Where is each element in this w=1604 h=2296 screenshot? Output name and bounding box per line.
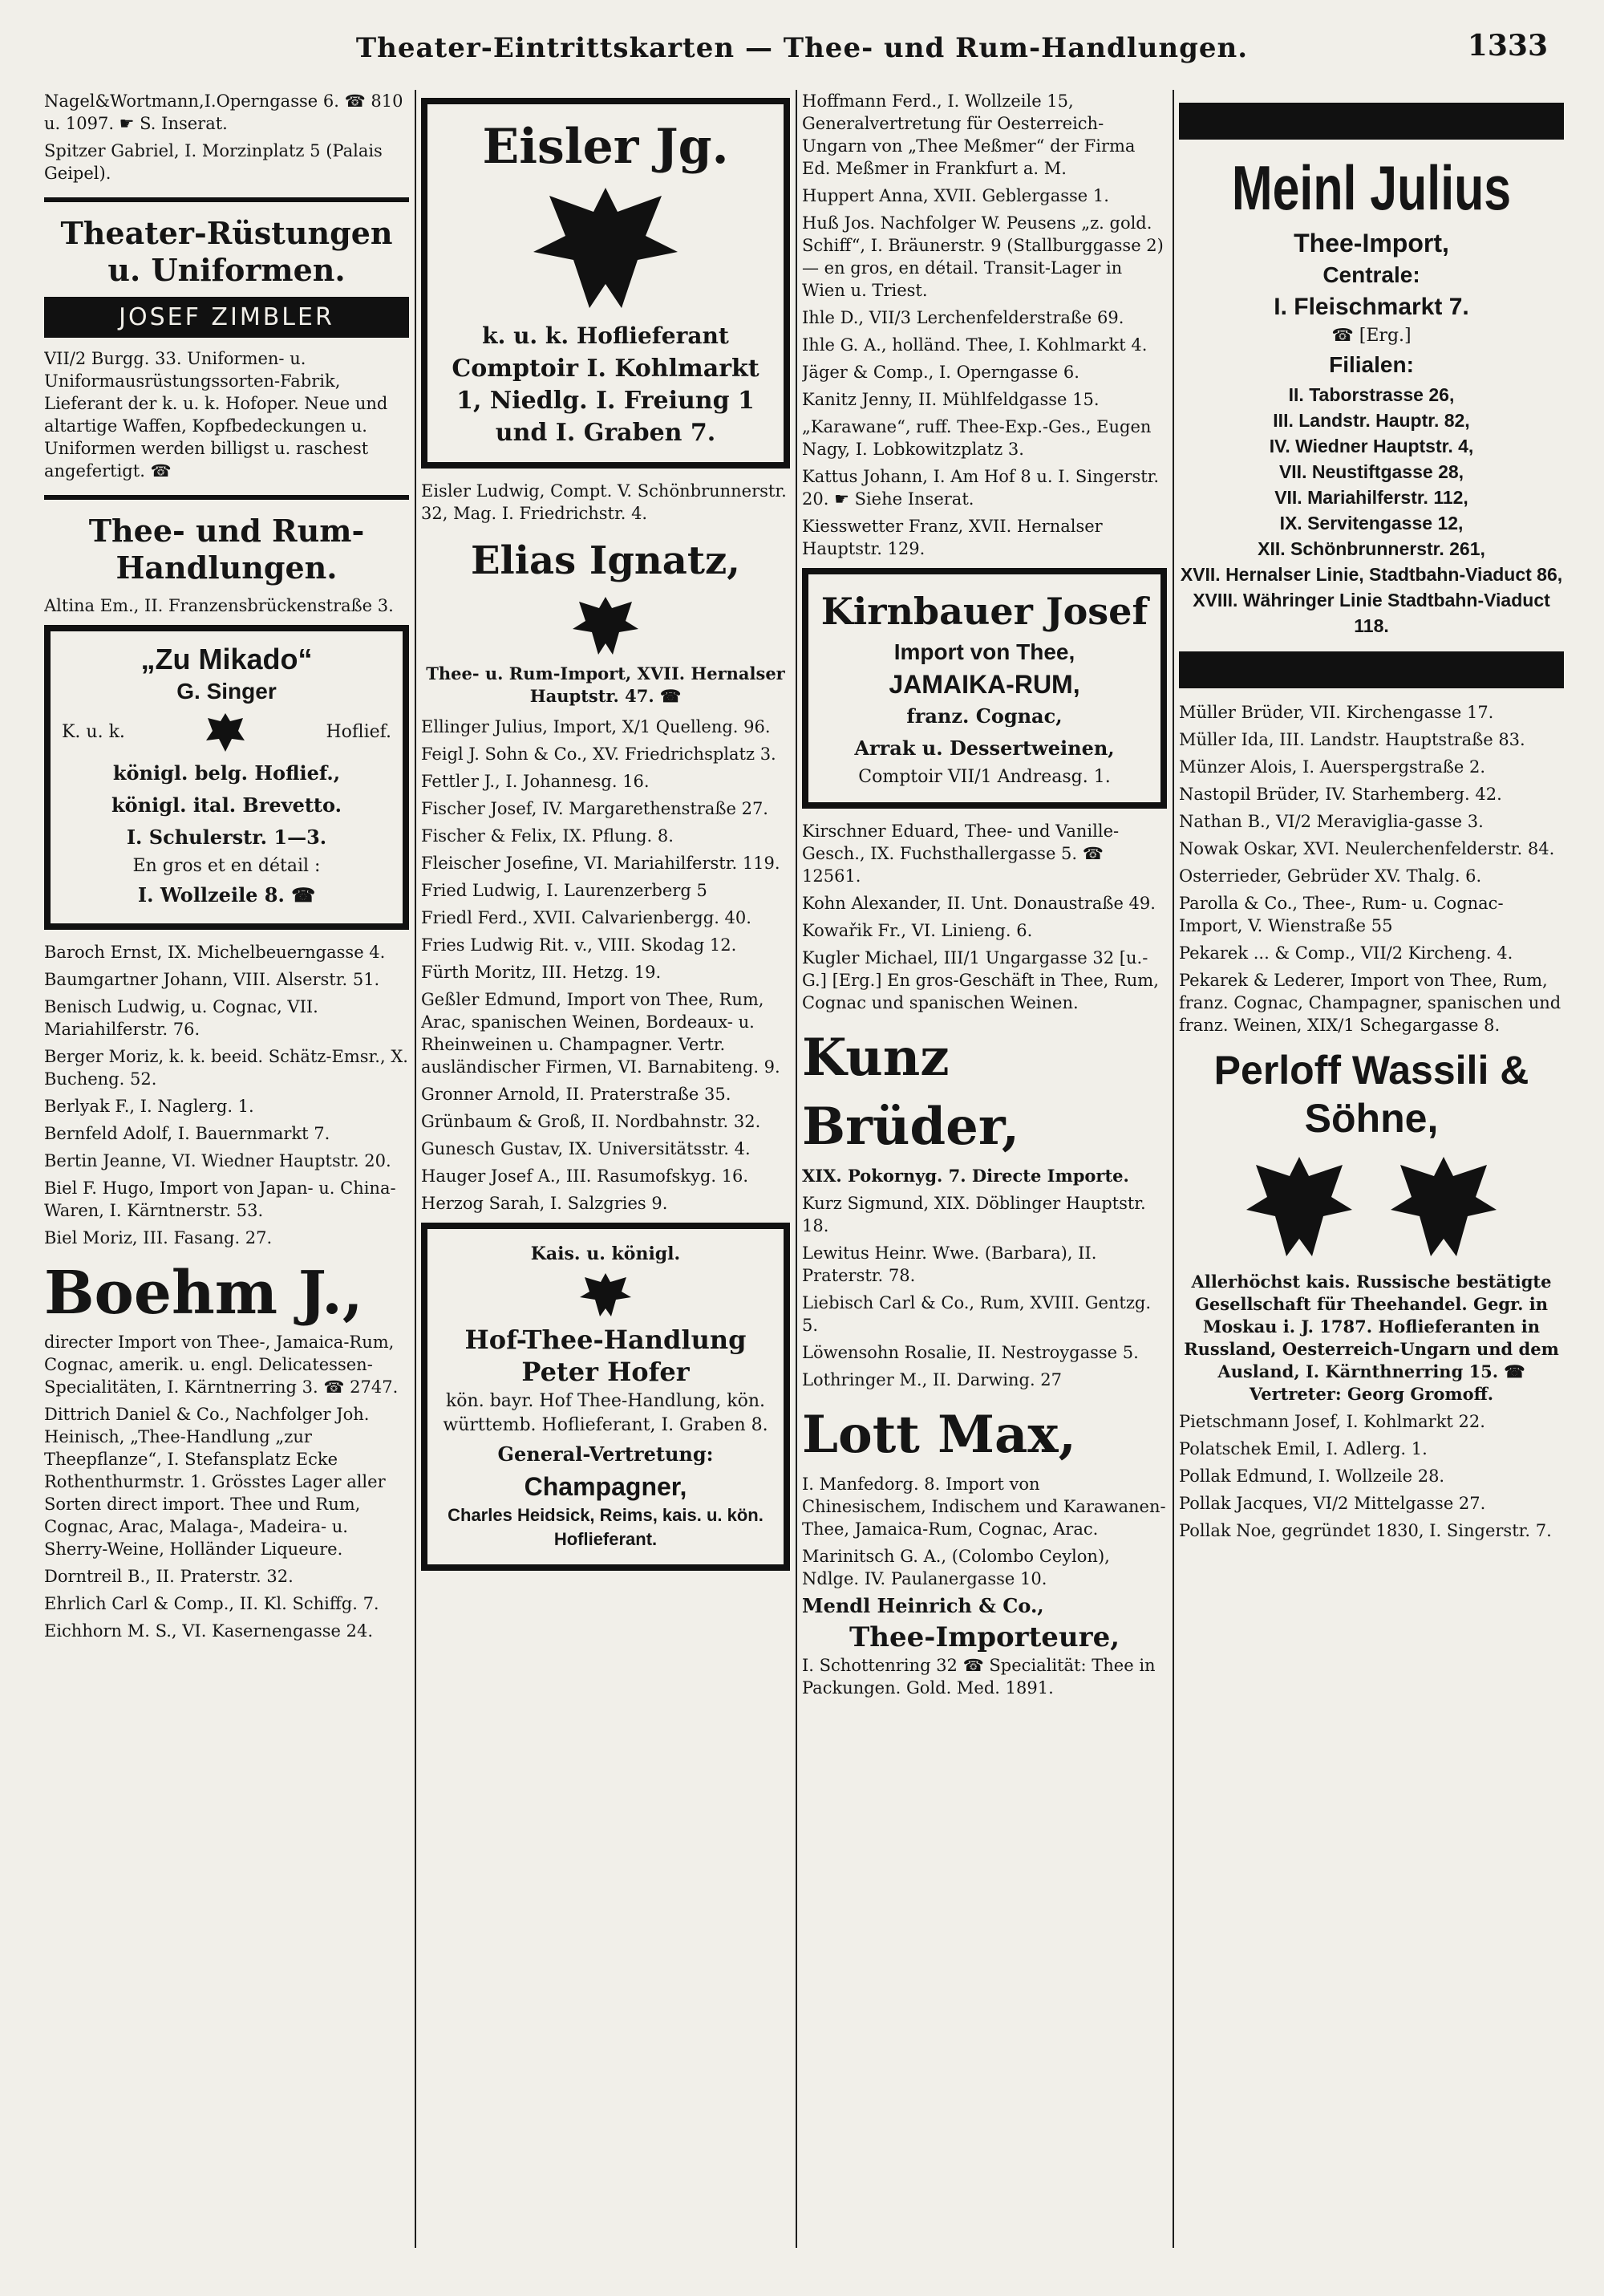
- section-divider: [44, 495, 409, 500]
- listing-entry: Lothringer M., II. Darwing. 27: [802, 1370, 1063, 1389]
- listing-entry: Biel Moriz, III. Fasang. 27.: [44, 1228, 273, 1247]
- double-eagle-icon: [577, 1271, 634, 1319]
- listing-entry: Baroch Ernst, IX. Michelbeuerngasse 4.: [44, 943, 386, 962]
- listing-entry: Ihle G. A., holländ. Thee, I. Kohlmarkt 4.: [802, 335, 1148, 355]
- listing-entry: Herzog Sarah, I. Salzgries 9.: [421, 1194, 668, 1213]
- listing-entry: Hauger Josef A., III. Rasumofskyg. 16.: [421, 1166, 749, 1186]
- listing-entry: Fürth Moritz, III. Hetzg. 19.: [421, 963, 662, 982]
- branch-item: VII. Mariahilferstr. 112,: [1274, 487, 1468, 508]
- mikado-kuk: K. u. k.: [62, 722, 125, 742]
- listing-entry: Pietschmann Josef, I. Kohlmarkt 22.: [1179, 1412, 1485, 1431]
- mikado-title: „Zu Mikado“: [140, 643, 313, 675]
- double-eagle-icon: [1387, 1150, 1500, 1263]
- lott-text: I. Manfedorg. 8. Import von Chinesischem, Indischem und Karawanen-Thee, Jamaica-Rum, Cognac, Arac.: [802, 1475, 1166, 1539]
- listing-entry: Altina Em., II. Franzensbrückenstraße 3.: [44, 596, 394, 615]
- listing-entry: Eichhorn M. S., VI. Kasernengasse 24.: [44, 1621, 374, 1641]
- listing-entry: Liebisch Carl & Co., Rum, XVIII. Gentzg. 5.: [802, 1293, 1152, 1335]
- double-eagle-icon: [201, 708, 249, 757]
- listing-entry: Lewitus Heinr. Wwe. (Barbara), II. Praterstr. 78.: [802, 1243, 1097, 1285]
- meinl-line: I. Fleischmarkt 7.: [1274, 294, 1469, 320]
- kirnbauer-title: Kirnbauer Josef: [820, 590, 1148, 633]
- listing-entry: Kanitz Jenny, II. Mühlfeldgasse 15.: [802, 390, 1100, 409]
- listing-entry: Gunesch Gustav, IX. Universitätsstr. 4.: [421, 1139, 751, 1158]
- kirnbauer-line: JAMAIKA-RUM,: [889, 670, 1080, 699]
- listing-entry: Münzer Alois, I. Auerspergstraße 2.: [1179, 757, 1485, 777]
- listing-entry: Friedl Ferd., XVII. Calvarienbergg. 40.: [421, 908, 751, 927]
- mikado-advertisement: [44, 625, 409, 930]
- double-eagle-icon: [1243, 1150, 1355, 1263]
- listing-entry: Grünbaum & Groß, II. Nordbahnstr. 32.: [421, 1112, 761, 1131]
- branch-item: XVII. Hernalser Linie, Stadtbahn-Viaduct 86,: [1180, 564, 1563, 585]
- page-number: 1333: [1467, 29, 1548, 63]
- section-heading: Theater-Rüstungen u. Uniformen.: [60, 215, 393, 288]
- listing-entry: Bertin Jeanne, VI. Wiedner Hauptstr. 20.: [44, 1151, 391, 1170]
- branch-item: XVIII. Währinger Linie Stadtbahn-Viaduct 118.: [1193, 590, 1550, 636]
- listing-entry: Pekarek ... & Comp., VII/2 Kircheng. 4.: [1179, 943, 1513, 963]
- meinl-line: Filialen:: [1329, 352, 1414, 377]
- perloff-crests: [1179, 1150, 1564, 1263]
- listing-entry: Berger Moriz, k. k. beeid. Schätz-Emsr., X. Bucheng. 52.: [44, 1047, 408, 1089]
- listing-entry: Müller Brüder, VII. Kirchengasse 17.: [1179, 703, 1494, 722]
- mendl-title: Mendl Heinrich & Co.,: [802, 1594, 1044, 1617]
- listing-entry: „Karawane“, ruff. Thee-Exp.-Ges., Eugen Nagy, I. Lobkowitzplatz 3.: [802, 417, 1152, 459]
- elias-title: Elias Ignatz,: [470, 538, 741, 583]
- column-4: [1179, 90, 1564, 2248]
- mikado-line: I. Wollzeile 8. ☎: [137, 883, 316, 907]
- meinl-line: ☎ [Erg.]: [1331, 326, 1412, 346]
- branch-item: IX. Servitengasse 12,: [1279, 513, 1464, 533]
- branch-item: IV. Wiedner Hauptstr. 4,: [1269, 436, 1474, 456]
- listing-entry: Feigl J. Sohn & Co., XV. Friedrichsplatz 3.: [421, 744, 776, 764]
- listing-entry: Huppert Anna, XVII. Geblergasse 1.: [802, 186, 1109, 205]
- kirnbauer-line: Comptoir VII/1 Andreasg. 1.: [858, 767, 1111, 787]
- listing-entry: Fries Ludwig Rit. v., VIII. Skodag 12.: [421, 935, 737, 955]
- listing-entry: Dittrich Daniel & Co., Nachfolger Joh. Heinisch, „Thee-Handlung „zur Theepflanze“, I. Stefansplatz Ecke Rothenthurmstr. 1. Grösstes Lager aller Sorten direct import. Thee und Rum, Cognac, Arac, Malaga-, Madeira- u. Sherry-Weine, Holländer Liqueure.: [44, 1405, 386, 1559]
- double-eagle-icon: [569, 594, 642, 658]
- hofer-line: Champagner,: [524, 1472, 687, 1501]
- mikado-crest-row: [62, 708, 391, 757]
- kirnbauer-line: Arrak u. Dessertweinen,: [854, 736, 1115, 760]
- listing-entry: Osterrieder, Gebrüder XV. Thalg. 6.: [1179, 866, 1482, 886]
- running-title: Theater-Eintrittskarten — Thee- und Rum-Handlungen.: [355, 32, 1249, 64]
- listing-entry: Biel F. Hugo, Import von Japan- u. China-Waren, I. Kärntnerstr. 53.: [44, 1178, 396, 1220]
- boehm-title: Boehm J.,: [44, 1259, 363, 1328]
- listing-entry: Fleischer Josefine, VI. Mariahilferstr. 119.: [421, 854, 780, 873]
- meinl-title: Meinl Julius: [1231, 152, 1512, 223]
- listing-entry: Ellinger Julius, Import, X/1 Quelleng. 96.: [421, 717, 771, 736]
- hofer-line: General-Vertretung:: [497, 1442, 714, 1466]
- mikado-line: königl. ital. Brevetto.: [111, 793, 342, 817]
- column-2: [421, 90, 790, 2248]
- zimbler-banner: JOSEF ZIMBLER: [44, 297, 409, 338]
- mikado-line: En gros et en détail :: [132, 856, 321, 876]
- mendl-subtitle: Thee-Importeure,: [849, 1621, 1120, 1653]
- listing-entry: Benisch Ludwig, u. Cognac, VII. Mariahilferstr. 76.: [44, 997, 318, 1039]
- column-3: [802, 90, 1167, 2248]
- listing-entry: Pollak Edmund, I. Wollzeile 28.: [1179, 1466, 1445, 1486]
- listing-entry: Kowařik Fr., VI. Linieng. 6.: [802, 921, 1033, 940]
- mendl-text: I. Schottenring 32 ☎ Specialität: Thee in Packungen. Gold. Med. 1891.: [802, 1656, 1156, 1698]
- listing-entry: Nastopil Brüder, IV. Starhemberg. 42.: [1179, 785, 1502, 804]
- listing-entry: Fettler J., I. Johannesg. 16.: [421, 772, 650, 791]
- lott-title: Lott Max,: [802, 1405, 1076, 1465]
- listing-entry: Bernfeld Adolf, I. Bauernmarkt 7.: [44, 1124, 330, 1143]
- eisler-line: Comptoir I. Kohlmarkt 1, Niedlg. I. Freiung 1 und I. Graben 7.: [452, 355, 759, 447]
- listing-entry: Nagel&Wortmann,I.Operngasse 6. ☎ 810 u. 1097. ☛ S. Inserat.: [44, 91, 403, 133]
- column-rule: [1173, 90, 1174, 2248]
- boehm-text: directer Import von Thee-, Jamaica-Rum, Cognac, amerik. u. engl. Delicatessen-Specialitäten, I. Kärntnerring 3. ☎ 2747.: [44, 1333, 399, 1397]
- eisler-line: k. u. k. Hoflieferant: [482, 322, 729, 349]
- hofer-line: Charles Heidsick, Reims, kais. u. kön. Hoflieferant.: [448, 1505, 764, 1549]
- branch-item: II. Taborstrasse 26,: [1288, 384, 1455, 405]
- listing-entry: Geßler Edmund, Import von Thee, Rum, Arac, spanischen Weinen, Bordeaux- u. Rheinweinen u. Champagner. Vertr. ausländischer Firmen, VI. Barnabiteng. 9.: [421, 990, 780, 1077]
- elias-line: Thee- u. Rum-Import, XVII. Hernalser Hauptstr. 47. ☎: [426, 663, 785, 706]
- listing-entry: Marinitsch G. A., (Colombo Ceylon), Ndlge. IV. Paulanergasse 10.: [802, 1547, 1110, 1588]
- listing-entry: Spitzer Gabriel, I. Morzinplatz 5 (Palais Geipel).: [44, 141, 383, 183]
- listing-entry: Eisler Ludwig, Compt. V. Schönbrunnerstr. 32, Mag. I. Friedrichstr. 4.: [421, 481, 787, 523]
- listing-entry: Pollak Noe, gegründet 1830, I. Singerstr. 7.: [1179, 1521, 1552, 1540]
- mikado-owner: G. Singer: [176, 679, 277, 704]
- mikado-line: I. Schulerstr. 1—3.: [126, 826, 327, 849]
- listing-entry: Baumgartner Johann, VIII. Alserstr. 51.: [44, 970, 380, 989]
- listing-entry: Gronner Arnold, II. Praterstraße 35.: [421, 1085, 731, 1104]
- listing-entry: Kiesswetter Franz, XVII. Hernalser Hauptstr. 129.: [802, 517, 1103, 558]
- kirnbauer-line: franz. Cognac,: [906, 704, 1063, 728]
- listing-entry: Fried Ludwig, I. Laurenzerberg 5: [421, 881, 707, 900]
- listing-entry: Fischer & Felix, IX. Pflung. 8.: [421, 826, 674, 846]
- listing-entry: Pekarek & Lederer, Import von Thee, Rum, franz. Cognac, Champagner, spanischen und franz. Weinen, XIX/1 Schegargasse 8.: [1179, 971, 1561, 1035]
- listing-entry: Nowak Oskar, XVI. Neulerchenfelderstr. 84.: [1179, 839, 1555, 858]
- meinl-line: Centrale:: [1322, 262, 1420, 287]
- column-rule: [796, 90, 797, 2248]
- double-eagle-icon: [525, 180, 686, 316]
- mikado-hoflief: Hoflief.: [326, 722, 391, 742]
- branch-item: III. Landstr. Hauptr. 82,: [1273, 410, 1470, 431]
- listing-entry: Polatschek Emil, I. Adlerg. 1.: [1179, 1439, 1428, 1458]
- perloff-title: Perloff Wassili & Söhne,: [1213, 1048, 1529, 1141]
- listing-entry: Müller Ida, III. Landstr. Hauptstraße 83.: [1179, 730, 1525, 749]
- perloff-text: Allerhöchst kais. Russische bestätigte Gesellschaft für Theehandel. Gegr. in Moskau i. J. 1787. Hoflieferanten in Russland, Oesterreich-Ungarn und dem Ausland, I. Kärnthnerring 15. ☎ Vertreter: Georg Gromoff.: [1184, 1272, 1559, 1404]
- listing-entry: Parolla & Co., Thee-, Rum- u. Cognac-Import, V. Wienstraße 55: [1179, 894, 1504, 935]
- listing-entry: Löwensohn Rosalie, II. Nestroygasse 5.: [802, 1343, 1139, 1362]
- kirnbauer-advertisement: [802, 568, 1167, 809]
- branch-item: XII. Schönbrunnerstr. 261,: [1258, 538, 1485, 559]
- listing-entry: Pollak Jacques, VI/2 Mittelgasse 27.: [1179, 1494, 1486, 1513]
- elias-advertisement: [421, 533, 790, 708]
- banner-bar: [1179, 103, 1564, 140]
- listing-entry: Dorntreil B., II. Praterstr. 32.: [44, 1567, 294, 1586]
- listing-entry: Kirschner Eduard, Thee- und Vanille-Gesch., IX. Fuchsthallergasse 5. ☎ 12561.: [802, 821, 1120, 886]
- meinl-branches: [1179, 382, 1564, 639]
- listing-entry: Kurz Sigmund, XIX. Döblinger Hauptstr. 18.: [802, 1194, 1146, 1235]
- listing-entry: Nathan B., VI/2 Meraviglia-gasse 3.: [1179, 812, 1484, 831]
- listing-entry: Ehrlich Carl & Comp., II. Kl. Schiffg. 7.: [44, 1594, 379, 1613]
- listing-entry: Fischer Josef, IV. Margarethenstraße 27.: [421, 799, 768, 818]
- hofer-advertisement: [421, 1223, 790, 1571]
- section-divider: [44, 197, 409, 202]
- listing-entry: Kugler Michael, III/1 Ungargasse 32 [u.-G.] [Erg.] En gros-Geschäft in Thee, Rum, Cognac und spanischen Weinen.: [802, 948, 1159, 1012]
- section-heading: Thee- und Rum-Handlungen.: [88, 513, 365, 586]
- listing-entry: Jäger & Comp., I. Operngasse 6.: [802, 363, 1079, 382]
- hofer-title: Hof-Thee-Handlung Peter Hofer: [464, 1324, 747, 1387]
- eisler-title: Eisler Jg.: [482, 119, 729, 175]
- banner-bar: [1179, 651, 1564, 688]
- zimbler-text: VII/2 Burgg. 33. Uniformen- u. Uniformausrüstungssorten-Fabrik, Lieferant der k. u. k. Hofoper. Neue und altartige Waffen, Kopfbedeckungen u. Uniformen werden billigst u. raschest angefertigt. ☎: [44, 349, 388, 481]
- hofer-line: kön. bayr. Hof Thee-Handlung, kön. württemb. Hoflieferant, I. Graben 8.: [443, 1391, 768, 1435]
- column-1: [44, 90, 409, 2248]
- mikado-line: königl. belg. Hoflief.,: [112, 761, 341, 785]
- column-rule: [415, 90, 416, 2248]
- kunz-text: XIX. Pokornyg. 7. Directe Importe.: [802, 1166, 1129, 1186]
- listing-entry: Ihle D., VII/3 Lerchenfelderstraße 69.: [802, 308, 1124, 327]
- listing-entry: Kattus Johann, I. Am Hof 8 u. I. Singerstr. 20. ☛ Siehe Inserat.: [802, 467, 1160, 509]
- branch-item: VII. Neustiftgasse 28,: [1278, 461, 1464, 482]
- listing-entry: Berlyak F., I. Naglerg. 1.: [44, 1097, 254, 1116]
- listing-entry: Kohn Alexander, II. Unt. Donaustraße 49.: [802, 894, 1156, 913]
- listing-entry: Hoffmann Ferd., I. Wollzeile 15, Generalvertretung für Oesterreich-Ungarn von „Thee Meßmer“ der Firma Ed. Meßmer in Frankfurt a. M.: [802, 91, 1136, 178]
- kunz-title: Kunz Brüder,: [802, 1028, 1020, 1157]
- hofer-top: Kais. u. königl.: [530, 1243, 681, 1264]
- meinl-line: Thee-Import,: [1294, 229, 1449, 258]
- listing-entry: Huß Jos. Nachfolger W. Peusens „z. gold. Schiff“, I. Bräunerstr. 9 (Stallburggasse 2) — en gros, en détail. Transit-Lager in Wien u. Triest.: [802, 213, 1164, 300]
- eisler-advertisement: [421, 98, 790, 469]
- kirnbauer-line: Import von Thee,: [893, 639, 1075, 664]
